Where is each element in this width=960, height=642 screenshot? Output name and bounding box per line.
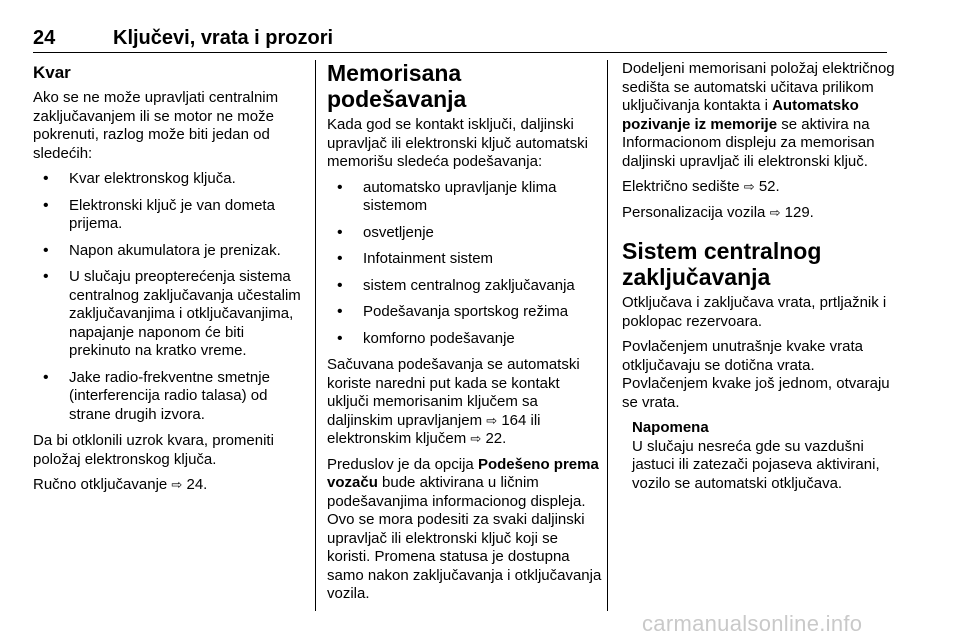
paragraph: Kada god se kontakt isključi, daljinski upravljač ili elektronski ključ automatski memorišu sledeća podešavanja:: [327, 116, 588, 170]
paragraph: [327, 356, 602, 449]
list-item: • komforno podešavanje: [327, 330, 602, 349]
page-number: 24: [33, 27, 56, 49]
page-reference-link[interactable]: 22.: [485, 430, 507, 447]
section-heading: Kvar: [33, 63, 71, 82]
column-divider: [607, 60, 608, 611]
column-right: [622, 60, 897, 493]
paragraph: [622, 60, 897, 171]
list-item: • osvetljenje: [327, 224, 602, 243]
option-name: Podešeno prema vozaču: [327, 455, 599, 491]
paragraph: Ako se ne može upravljati centralnim zaključavanjem ili se motor ne može pokrenuti, razlog može biti jedan od sledećih:: [33, 89, 279, 162]
list-item: • U slučaju preopterećenja sistema centralnog zaključavanja učestalim zaključavanjima i otključavanjima, napajanje naponom će biti prekinuto na kratko vreme.: [33, 268, 308, 361]
paragraph: Povlačenjem unutrašnje kvake vrata otključavaju se dotična vrata. Povlačenjem kvake još jednom, otvaraju se vrata.: [622, 338, 890, 411]
page-reference-link[interactable]: 52.: [758, 178, 780, 195]
page-reference-link[interactable]: 164 ili elektronskim ključem: [327, 411, 541, 447]
list-item: • Infotainment sistem: [327, 250, 602, 269]
reference-paragraph: [33, 476, 308, 495]
paragraph: [327, 456, 602, 604]
reference-arrow-icon: ⇨: [486, 412, 498, 428]
list-item: • Jake radio-frekventne smetnje (interferencija radio talasa) od strane drugih izvora.: [33, 369, 308, 425]
reference-arrow-icon: ⇨: [743, 179, 755, 194]
paragraph-text: bude aktivirana u ličnim podešavanjima informacionog displeja. Ovo se mora podesiti za svaki daljinski upravljač ili elektronski ključ koji se koristi. Promena statusa je dostupna samo nakon zaključavanja i otključavanja vozila.: [327, 474, 602, 602]
section-heading: Sistem centralnog zaključavanja: [622, 238, 822, 290]
watermark: carmanualsonline.info: [642, 611, 863, 636]
list-item: • Napon akumulatora je prenizak.: [33, 242, 308, 261]
reference-text: Električno sedište: [622, 178, 740, 195]
list-item: • Podešavanja sportskog režima: [327, 303, 602, 322]
reference-arrow-icon: ⇨: [470, 431, 482, 446]
reference-text: Ručno otključavanje: [33, 476, 168, 493]
paragraph-text: Sačuvana podešavanja se automatski koriste naredni put kada se kontakt uključi memorisanim ključem sa daljinskim upravljanjem: [327, 356, 580, 429]
paragraph: Otključava i zaključava vrata, prtljažnik i poklopac rezervoara.: [622, 294, 887, 330]
reference-arrow-icon: ⇨: [769, 204, 781, 220]
column-divider: [315, 60, 316, 611]
page-reference-link[interactable]: 24.: [186, 476, 208, 493]
paragraph-text: Dodeljeni memorisani položaj električnog sedišta se automatski učitava prilikom uključivanja kontakta i: [622, 60, 895, 114]
option-name: Automatsko pozivanje iz memorije: [622, 97, 859, 133]
list-item: • Kvar elektronskog ključa.: [33, 170, 308, 189]
paragraph: Da bi otklonili uzrok kvara, promeniti položaj elektronskog ključa.: [33, 432, 274, 468]
reference-text: Personalizacija vozila: [622, 203, 766, 221]
reference-arrow-icon: ⇨: [171, 477, 183, 492]
bullet-list: [33, 170, 308, 424]
paragraph-text: Preduslov je da opcija: [327, 455, 474, 473]
paragraph-text: se aktivira na Informacionom displeju za memorisan daljinski upravljač ili elektronski ključ.: [622, 115, 875, 170]
note-text: U slučaju nesreća gde su vazdušni jastuci ili zatezači pojaseva aktivirani, vozilo se automatski otključava.: [632, 437, 880, 492]
list-item: • sistem centralnog zaključavanja: [327, 277, 602, 296]
page-reference-link[interactable]: 129.: [784, 203, 814, 221]
bullet-list: [327, 179, 602, 349]
section-heading: Memorisana podešavanja: [327, 60, 467, 112]
page-title: Ključevi, vrata i prozori: [113, 27, 334, 49]
column-middle: [327, 60, 602, 611]
page-header: [33, 24, 887, 53]
reference-paragraph: [622, 178, 897, 197]
list-item: • automatsko upravljanje klima sistemom: [327, 179, 602, 216]
list-item: • Elektronski ključ je van dometa prijema.: [33, 197, 308, 234]
column-left: [33, 60, 308, 502]
note-heading: Napomena: [632, 419, 709, 436]
reference-paragraph: [622, 204, 897, 223]
note-box: [632, 419, 897, 493]
